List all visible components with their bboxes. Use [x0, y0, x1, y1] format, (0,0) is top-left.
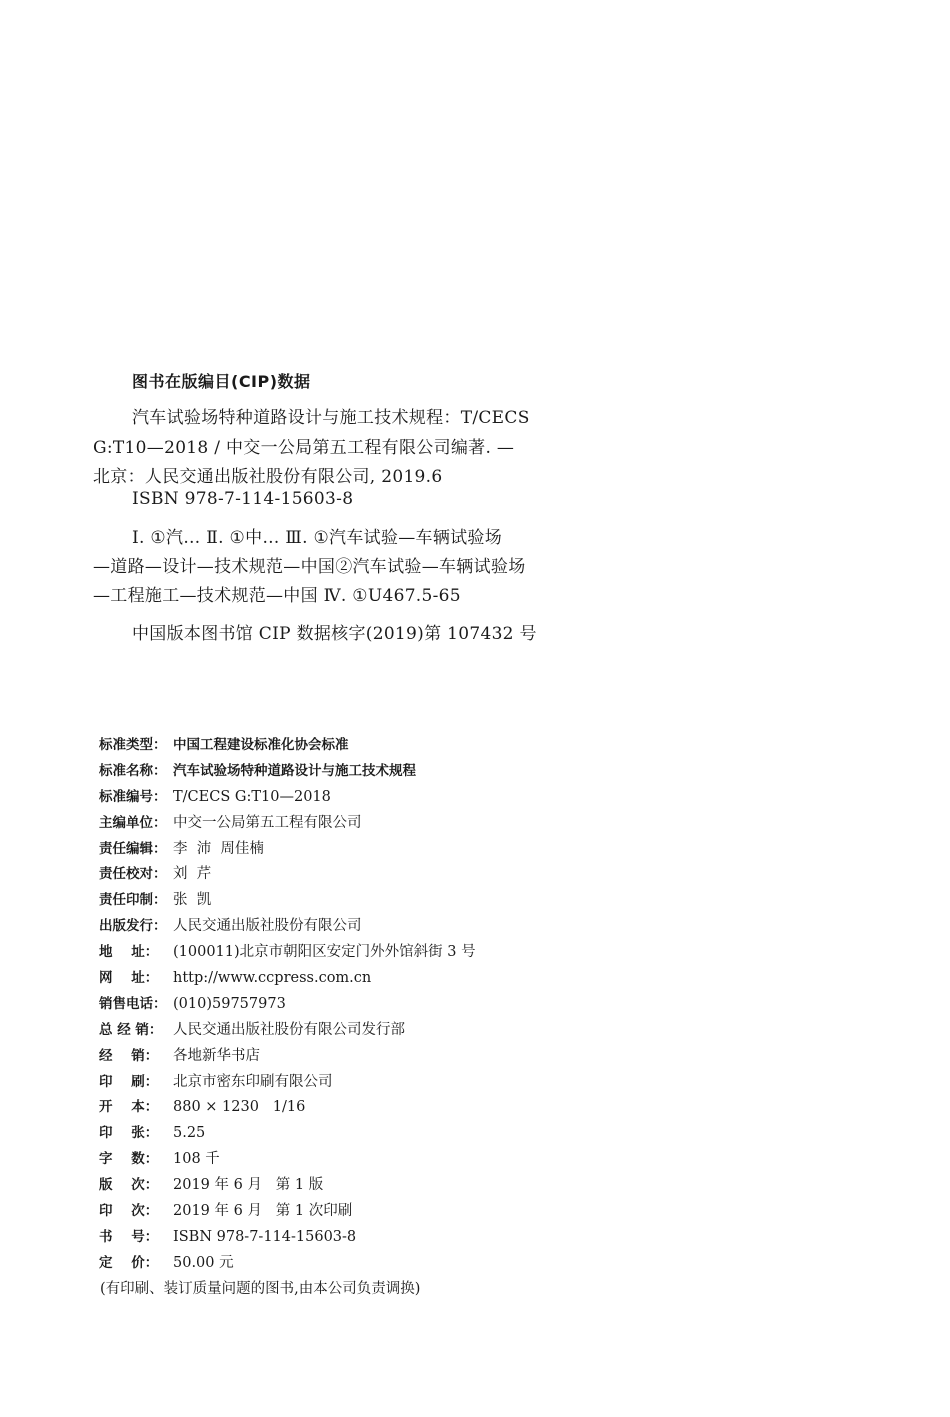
- info-label: 版 次：: [99, 1177, 159, 1194]
- info-row-chief-editor-unit: [99, 811, 619, 837]
- info-value: 刘 芹: [173, 866, 212, 883]
- info-row-word-count: [99, 1147, 619, 1173]
- info-label: 定 价：: [99, 1254, 159, 1271]
- info-value: 人民交通出版社股份有限公司: [173, 918, 362, 935]
- info-row-responsible-editor: [99, 837, 619, 863]
- info-value: 汽车试验场特种道路设计与施工技术规程: [173, 762, 416, 779]
- cip-line-isbn: ISBN 978-7-114-15603-8: [132, 489, 354, 509]
- info-value: http://www.ccpress.com.cn: [173, 970, 372, 987]
- info-row-sheets: [99, 1121, 619, 1147]
- info-label: 责任印制：: [99, 892, 167, 909]
- info-value: (100011)北京市朝阳区安定门外外馆斜街 3 号: [173, 944, 476, 961]
- info-row-proofreader: [99, 862, 619, 888]
- cip-line-record-number: 中国版本图书馆 CIP 数据核字(2019)第 107432 号: [132, 624, 537, 644]
- info-row-format: [99, 1095, 619, 1121]
- info-label: 出版发行：: [99, 918, 167, 935]
- info-value: 人民交通出版社股份有限公司发行部: [173, 1021, 405, 1038]
- info-value: (010)59757973: [173, 995, 286, 1012]
- info-label: 标准类型：: [99, 737, 167, 753]
- info-label: 标准名称：: [99, 762, 167, 779]
- info-value: 108 千: [173, 1151, 220, 1168]
- info-label: 印 次：: [99, 1203, 159, 1220]
- info-row-edition: [99, 1173, 619, 1199]
- info-value: 50.00 元: [173, 1254, 234, 1271]
- info-row-address: [99, 940, 619, 966]
- info-value: 5.25: [173, 1125, 206, 1142]
- cip-line-subject-2: —道路—设计—技术规范—中国②汽车试验—车辆试验场: [93, 557, 526, 577]
- info-value: 2019 年 6 月 第 1 次印刷: [173, 1203, 353, 1220]
- cip-line-publisher: 北京：人民交通出版社股份有限公司, 2019.6: [93, 467, 443, 487]
- info-value: ISBN 978-7-114-15603-8: [173, 1228, 357, 1245]
- info-value: 北京市密东印刷有限公司: [173, 1073, 333, 1090]
- info-label: 主编单位：: [99, 814, 167, 831]
- info-row-distributor: [99, 1044, 619, 1070]
- info-row-sales-phone: [99, 992, 619, 1018]
- info-row-general-distributor: [99, 1018, 619, 1044]
- info-label: 总 经 销：: [99, 1021, 163, 1038]
- info-label: 地 址：: [99, 944, 159, 961]
- info-row-book-number: [99, 1225, 619, 1251]
- info-value: 2019 年 6 月 第 1 版: [173, 1177, 324, 1194]
- cip-heading: 图书在版编目(CIP)数据: [132, 372, 311, 391]
- info-label: 印 张：: [99, 1125, 159, 1142]
- info-value: T/CECS G:T10—2018: [173, 788, 331, 805]
- info-label: 网 址：: [99, 970, 159, 987]
- info-label: 书 号：: [99, 1228, 159, 1245]
- info-label: 责任校对：: [99, 866, 167, 883]
- info-label: 开 本：: [99, 1099, 159, 1116]
- cip-line-subject-1: Ⅰ. ①汽… Ⅱ. ①中… Ⅲ. ①汽车试验—车辆试验场: [132, 528, 503, 548]
- info-label: 印 刷：: [99, 1073, 159, 1090]
- info-row-price: [99, 1251, 619, 1277]
- info-row-impression: [99, 1199, 619, 1225]
- info-row-standard-type: [99, 733, 619, 759]
- cip-line-title: 汽车试验场特种道路设计与施工技术规程：T/CECS: [132, 408, 530, 428]
- info-label: 销售电话：: [99, 995, 167, 1012]
- info-label: 经 销：: [99, 1047, 159, 1064]
- info-label: 标准编号：: [99, 788, 167, 805]
- info-value: 各地新华书店: [173, 1047, 260, 1064]
- info-row-standard-name: [99, 759, 619, 785]
- info-label: 字 数：: [99, 1151, 159, 1168]
- info-value: 中交一公局第五工程有限公司: [173, 814, 362, 831]
- info-row-publisher: [99, 914, 619, 940]
- cip-line-subject-3: —工程施工—技术规范—中国 Ⅳ. ①U467.5-65: [93, 586, 461, 606]
- info-value: 李 沛 周佳楠: [173, 840, 264, 857]
- info-label: 责任编辑：: [99, 840, 167, 857]
- info-value: 中国工程建设标准化协会标准: [173, 737, 349, 753]
- info-row-website: [99, 966, 619, 992]
- info-value: 880 × 1230 1/16: [173, 1099, 306, 1116]
- cip-line-standard: G:T10—2018 / 中交一公局第五工程有限公司编著. —: [93, 438, 515, 458]
- info-row-printer: [99, 1070, 619, 1096]
- info-row-standard-number: [99, 785, 619, 811]
- publication-info: [99, 733, 619, 1303]
- info-row-print-supervisor: [99, 888, 619, 914]
- quality-note: (有印刷、装订质量问题的图书,由本公司负责调换): [100, 1280, 421, 1297]
- info-value: 张 凯: [173, 892, 212, 909]
